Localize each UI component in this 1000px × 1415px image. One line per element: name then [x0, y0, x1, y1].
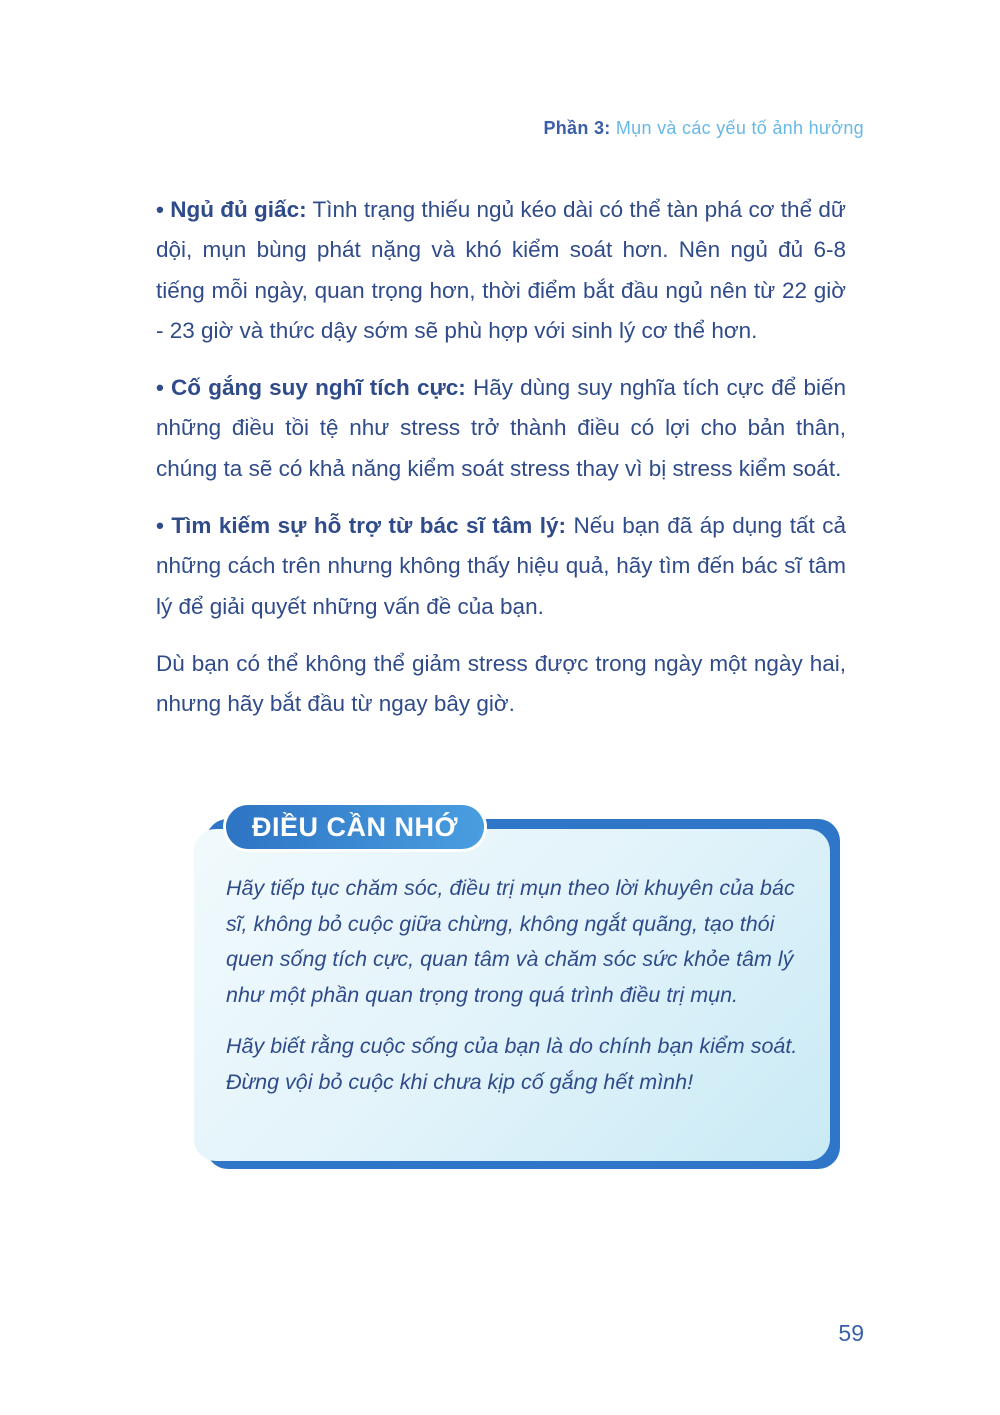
- paragraph-closing: [156, 644, 846, 725]
- paragraph-text: Nếu bạn đã áp dụng tất cả những cách trên nhưng không thấy hiệu quả, hãy tìm đến bác sĩ tâm lý để giải quyết những vấn đề của bạn.: [156, 513, 846, 619]
- note-label: ĐIỀU CẦN NHỚ: [226, 805, 484, 849]
- paragraph-lead: • Cố gắng suy nghĩ tích cực:: [156, 375, 466, 401]
- paragraph-text: Hãy dùng suy nghĩa tích cực để biến những điều tồi tệ như stress trở thành điều có lợi cho bản thân, chúng ta sẽ có khả năng kiểm soát stress thay vì bị stress kiểm soát.: [156, 375, 846, 481]
- paragraph-text: Tình trạng thiếu ngủ kéo dài có thể tàn phá cơ thể dữ dội, mụn bùng phát nặng và khó kiểm soát hơn. Nên ngủ đủ 6-8 tiếng mỗi ngày, quan trọng hơn, thời điểm bắt đầu ngủ nên từ 22 giờ - 23 giờ và thức dậy sớm sẽ phù hợp với sinh lý cơ thể hơn.: [156, 197, 846, 343]
- running-header: [543, 118, 864, 139]
- part-title: Mụn và các yếu tố ảnh hưởng: [615, 118, 864, 138]
- main-content: [156, 190, 846, 742]
- paragraph-psychologist: [156, 506, 846, 627]
- paragraph-lead: • Tìm kiếm sự hỗ trợ từ bác sĩ tâm lý:: [156, 513, 566, 539]
- paragraph-sleep: [156, 190, 846, 351]
- paragraph-lead: • Ngủ đủ giấc:: [156, 197, 307, 222]
- note-paragraph: Hãy tiếp tục chăm sóc, điều trị mụn theo lời khuyên của bác sĩ, không bỏ cuộc giữa chừng, không ngắt quãng, tạo thói quen sống tích cực, quan tâm và chăm sóc sức khỏe tâm lý như một phần quan trọng trong quá trình điều trị mụn.: [226, 876, 795, 1007]
- page-number: 59: [838, 1320, 864, 1346]
- paragraph-positive-thinking: [156, 368, 846, 489]
- remember-note: [194, 805, 840, 1171]
- note-paragraph: Hãy biết rằng cuộc sống của bạn là do chính bạn kiểm soát. Đừng vội bỏ cuộc khi chưa kịp cố gắng hết mình!: [226, 1034, 798, 1094]
- note-text: [226, 871, 798, 1116]
- part-label: Phần 3:: [543, 118, 611, 138]
- paragraph-text: Dù bạn có thể không thể giảm stress được trong ngày một ngày hai, nhưng hãy bắt đầu từ ngay bây giờ.: [156, 650, 846, 717]
